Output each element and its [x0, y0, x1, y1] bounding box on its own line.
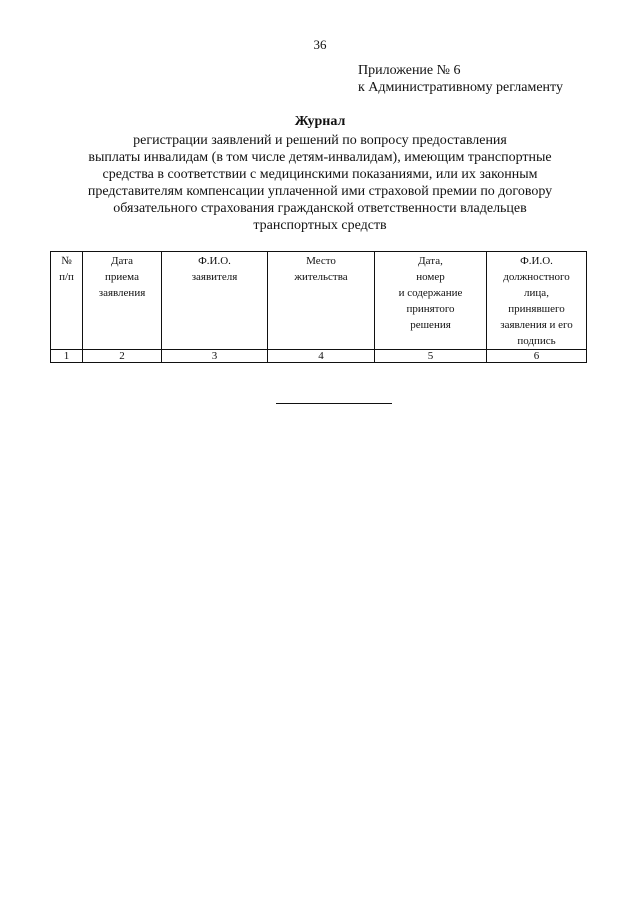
- journal-description: [0, 132, 640, 234]
- column-header-application-date: Дата приема заявления: [83, 252, 162, 350]
- journal-description-line: средства в соответствии с медицинскими показаниями, или их законным: [102, 167, 538, 182]
- column-header-residence: Место жительства: [268, 252, 375, 350]
- column-header-applicant-name: Ф.И.О. заявителя: [162, 252, 268, 350]
- table-cell: 4: [268, 350, 375, 363]
- table-cell: 5: [375, 350, 487, 363]
- table-cell: 2: [83, 350, 162, 363]
- journal-title: Журнал: [294, 114, 346, 129]
- table-header-row: [51, 252, 587, 350]
- appendix-reference: к Административному регламенту: [358, 80, 563, 95]
- table-cell: 3: [162, 350, 268, 363]
- registration-table: [50, 251, 587, 363]
- table-cell: 6: [487, 350, 587, 363]
- document-end-divider: [276, 403, 392, 404]
- column-header-decision: Дата, номер и содержание принятого решения: [375, 252, 487, 350]
- appendix-number: Приложение № 6: [358, 63, 461, 78]
- appendix-header: [358, 62, 563, 96]
- journal-description-line: транспортных средств: [253, 218, 387, 233]
- journal-description-line: регистрации заявлений и решений по вопросу предоставления: [133, 133, 507, 148]
- page-number: 36: [313, 37, 327, 52]
- journal-description-line: обязательного страхования гражданской ответственности владельцев: [113, 201, 527, 216]
- journal-description-line: представителям компенсации уплаченной ими страховой премии по договору: [87, 184, 553, 199]
- table-row: [51, 350, 587, 363]
- table-cell: 1: [51, 350, 83, 363]
- journal-description-line: выплаты инвалидам (в том числе детям-инвалидам), имеющим транспортные: [88, 150, 552, 165]
- column-header-official: Ф.И.О. должностного лица, принявшего заявления и его подпись: [487, 252, 587, 350]
- column-header-number: № п/п: [51, 252, 83, 350]
